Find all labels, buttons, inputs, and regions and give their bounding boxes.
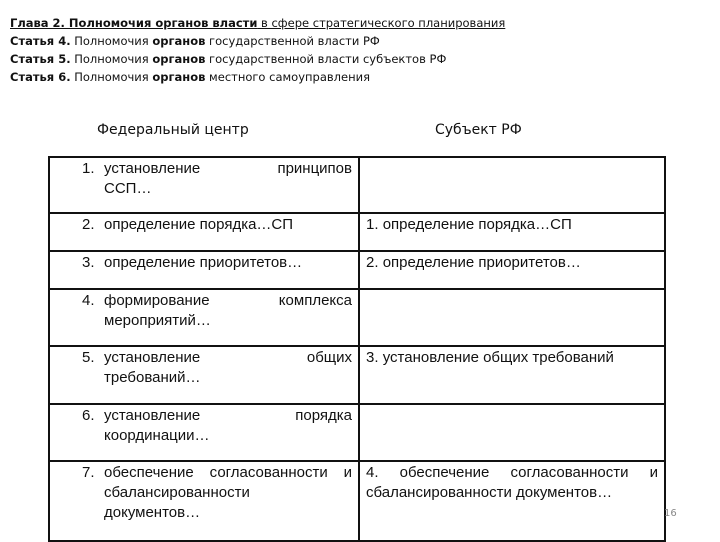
item-number: 3. — [366, 349, 379, 366]
item-number: 4. — [82, 292, 95, 309]
subject-cell — [359, 404, 665, 461]
subject-cell — [359, 251, 665, 289]
item-text: установление общих — [104, 349, 352, 366]
article-text: государственной власти субъектов РФ — [205, 52, 447, 66]
item-text: установление общих требований — [382, 349, 614, 366]
table-row — [49, 461, 665, 541]
item-text-cont: ССП… — [104, 180, 152, 197]
federal-cell — [49, 251, 359, 289]
subject-cell — [359, 289, 665, 346]
federal-cell — [49, 213, 359, 251]
article-bold: органов — [152, 70, 206, 84]
item-number: 1. — [82, 160, 95, 177]
federal-cell — [49, 346, 359, 404]
article-bold: органов — [152, 52, 206, 66]
chapter-title — [10, 14, 505, 32]
table-row — [49, 157, 665, 213]
item-text: установление порядка — [104, 407, 352, 424]
item-text: формирование комплекса — [104, 292, 352, 309]
article-text: Полномочия — [70, 52, 153, 66]
item-number: 7. — [82, 464, 95, 481]
subject-cell — [359, 213, 665, 251]
table-row — [49, 251, 665, 289]
chapter-bold: Глава 2. Полномочия органов власти — [10, 16, 258, 30]
article-prefix: Статья 4. — [10, 34, 71, 48]
item-number: 3. — [82, 254, 95, 271]
table-row — [49, 213, 665, 251]
article-text: государственной власти РФ — [205, 34, 380, 48]
federal-cell — [49, 289, 359, 346]
table-row — [49, 289, 665, 346]
item-text-cont: координации… — [104, 427, 210, 444]
item-number: 6. — [82, 407, 95, 424]
item-text-cont: документов… — [104, 504, 201, 521]
article-prefix: Статья 5. — [10, 52, 71, 66]
federal-cell — [49, 404, 359, 461]
table-row — [49, 346, 665, 404]
column-header-federal: Федеральный центр — [97, 122, 249, 138]
item-text: определение порядка…СП — [104, 216, 294, 233]
item-number: 2. — [82, 216, 95, 233]
column-header-subject: Субъект РФ — [435, 122, 522, 138]
powers-table — [48, 156, 666, 542]
item-number: 2. — [366, 254, 379, 271]
item-number: 4. — [366, 464, 379, 481]
item-text: определение приоритетов… — [382, 254, 581, 271]
item-text: обеспечение согласованности и сбалансированности — [104, 464, 352, 501]
article-bold: органов — [152, 34, 206, 48]
item-text-cont: мероприятий… — [104, 312, 211, 329]
item-number: 1. — [366, 216, 379, 233]
item-text: определение приоритетов… — [104, 254, 303, 271]
item-text: определение порядка…СП — [382, 216, 572, 233]
subject-cell — [359, 157, 665, 213]
article-4 — [10, 32, 380, 50]
subject-cell — [359, 461, 665, 541]
article-prefix: Статья 6. — [10, 70, 71, 84]
article-text: Полномочия — [70, 34, 153, 48]
item-text: обеспечение согласованности и сбалансированности документов… — [366, 464, 658, 501]
item-text-cont: требований… — [104, 369, 201, 386]
table-row — [49, 404, 665, 461]
item-text: установление принципов — [104, 160, 352, 177]
page-number: 16 — [664, 508, 677, 519]
federal-cell — [49, 157, 359, 213]
article-5 — [10, 50, 446, 68]
article-6 — [10, 68, 370, 86]
article-text: Полномочия — [70, 70, 153, 84]
item-number: 5. — [82, 349, 95, 366]
article-text: местного самоуправления — [205, 70, 370, 84]
federal-cell — [49, 461, 359, 541]
chapter-rest: в сфере стратегического планирования — [257, 16, 506, 30]
subject-cell — [359, 346, 665, 404]
